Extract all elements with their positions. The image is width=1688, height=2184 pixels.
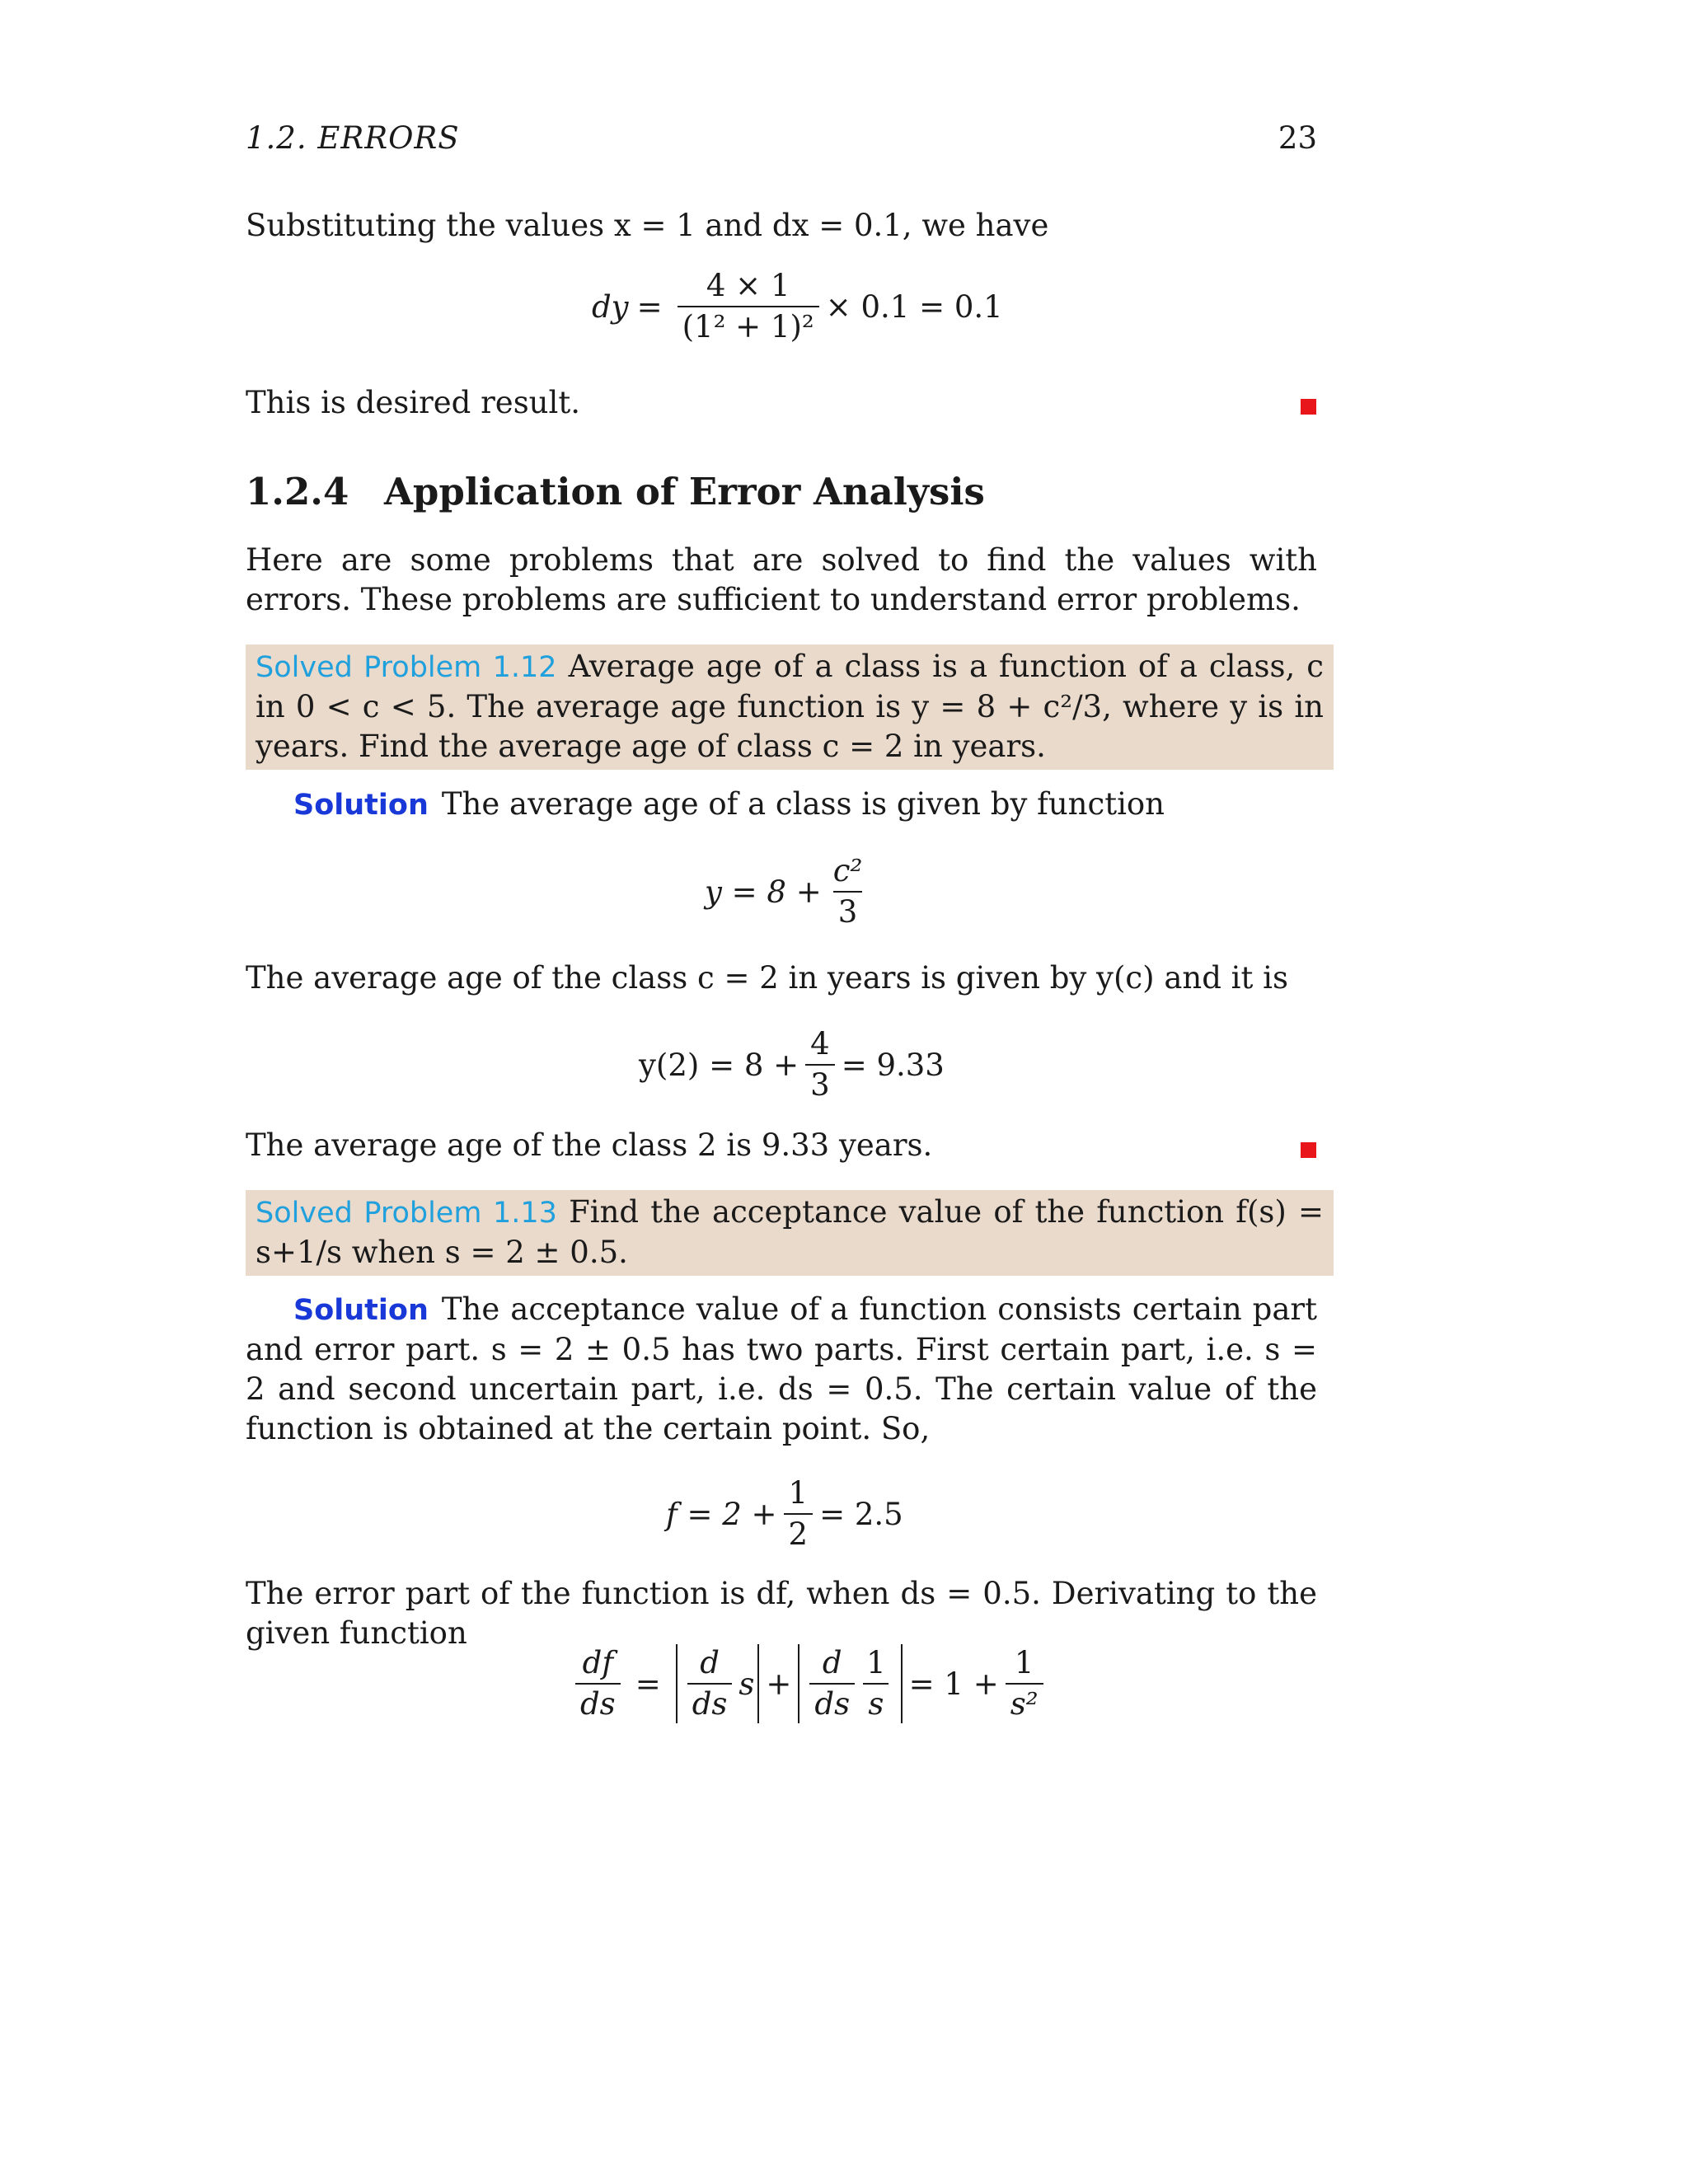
denominator: ds bbox=[687, 1683, 733, 1722]
denominator: ds bbox=[575, 1683, 621, 1722]
problem-label: Solved Problem 1.12 bbox=[256, 651, 557, 684]
line-y-of-c: The average age of the class c = 2 in years is given by y(c) and it is bbox=[246, 960, 1288, 996]
fraction-1-s bbox=[861, 1645, 891, 1722]
fraction bbox=[828, 853, 868, 930]
solution-text: The acceptance value of a function consists certain part and error part. s = 2 ± 0.5 has two parts. First certain part, i.e. s = 2 and second uncertain part, i.e. ds = 0.5. The certain value of the function is obtained at the certain point. So, bbox=[246, 1291, 1317, 1446]
solution-1-12 bbox=[246, 785, 1317, 825]
numerator: d bbox=[700, 1645, 720, 1680]
numerator: df bbox=[582, 1645, 614, 1680]
absolute-value-term-1 bbox=[676, 1644, 760, 1723]
absolute-value-term-2 bbox=[798, 1644, 902, 1723]
section-title: Application of Error Analysis bbox=[384, 470, 985, 513]
numerator: 4 bbox=[810, 1026, 830, 1062]
problem-label: Solved Problem 1.13 bbox=[256, 1197, 557, 1230]
page-number: 23 bbox=[1278, 120, 1317, 156]
solution-text: The average age of a class is given by function bbox=[441, 786, 1165, 822]
solution-label: Solution bbox=[293, 789, 429, 822]
fraction-d-ds bbox=[809, 1645, 855, 1722]
eq-lhs: y(2) = 8 + bbox=[639, 1047, 799, 1083]
eq-rest: × 0.1 = 0.1 bbox=[825, 288, 1003, 325]
fraction bbox=[678, 268, 819, 345]
denominator: s bbox=[863, 1683, 889, 1722]
conclusion-1-12: The average age of the class 2 is 9.33 years. bbox=[246, 1127, 933, 1163]
denominator: ds bbox=[809, 1683, 855, 1722]
denominator: s² bbox=[1006, 1683, 1043, 1722]
eq-lhs: f = 2 + bbox=[666, 1496, 777, 1532]
equation-y2 bbox=[639, 1026, 945, 1104]
section-heading bbox=[246, 470, 985, 513]
fraction bbox=[784, 1475, 814, 1553]
eq-rest: = 9.33 bbox=[841, 1047, 945, 1083]
numerator: 4 × 1 bbox=[706, 268, 790, 303]
rhs-prefix: = 1 + bbox=[908, 1666, 999, 1702]
numerator: 1 bbox=[788, 1475, 809, 1511]
denominator: 3 bbox=[833, 891, 863, 930]
plus-sign: + bbox=[766, 1666, 792, 1702]
denominator: (1² + 1)² bbox=[678, 306, 819, 345]
section-number: 1.2.4 bbox=[246, 470, 349, 513]
problem-text: Average age of a class is a function of a class, c in 0 < c < 5. The average age function is y = 8 + c²/3, where y is in years. Find the average age of class c = 2 in years. bbox=[256, 649, 1324, 764]
intro-line: Substituting the values x = 1 and dx = 0.1, we have bbox=[246, 208, 1049, 243]
fraction-1-s2 bbox=[1006, 1645, 1043, 1722]
equation-y bbox=[705, 853, 874, 930]
numerator: d bbox=[822, 1645, 842, 1680]
problem-text: Find the acceptance value of the function f(s) = s+1/s when s = 2 ± 0.5. bbox=[256, 1194, 1324, 1270]
eq-lhs: y = 8 + bbox=[705, 874, 822, 910]
qed-square bbox=[1301, 399, 1316, 415]
intro-equation: dy = $\frac{4 \times 1}{\text{(1² + 1)²}}$ × 0.1 = 0.1 bbox=[592, 268, 1003, 344]
denominator: 3 bbox=[805, 1064, 835, 1104]
problem-box-1-12 bbox=[246, 644, 1334, 770]
fraction-d-ds bbox=[687, 1645, 733, 1722]
section-intro: Here are some problems that are solved to find the values with errors. These problems are sufficient to understand error problems. bbox=[246, 542, 1317, 617]
qed-square bbox=[1301, 1142, 1316, 1158]
denominator: 2 bbox=[784, 1513, 814, 1553]
line-error-part: The error part of the function is df, when ds = 0.5. Derivating to the given function bbox=[246, 1576, 1317, 1651]
variable: s bbox=[738, 1666, 755, 1702]
equation-f bbox=[666, 1475, 903, 1553]
running-header: 1.2. ERRORS bbox=[246, 120, 460, 156]
problem-box-1-13 bbox=[246, 1190, 1334, 1276]
numerator: 1 bbox=[1014, 1645, 1034, 1680]
eq-rest: = 2.5 bbox=[819, 1496, 903, 1532]
fraction-df-ds bbox=[575, 1645, 621, 1722]
numerator: c² bbox=[832, 853, 863, 888]
result-line: This is desired result. bbox=[246, 385, 580, 420]
solution-label: Solution bbox=[293, 1294, 429, 1327]
solution-1-13 bbox=[246, 1290, 1317, 1449]
fraction bbox=[805, 1026, 835, 1104]
equation-derivative: $\frac{df}{ds}$ = $\frac{d}{ds}$ s + $\frac{d}{ds}$ $\frac{1}{s}$ = 1 + $\frac{1}{\text{s²}}$ bbox=[569, 1644, 1050, 1723]
eq-lhs: dy bbox=[592, 288, 629, 325]
numerator: 1 bbox=[866, 1645, 886, 1680]
